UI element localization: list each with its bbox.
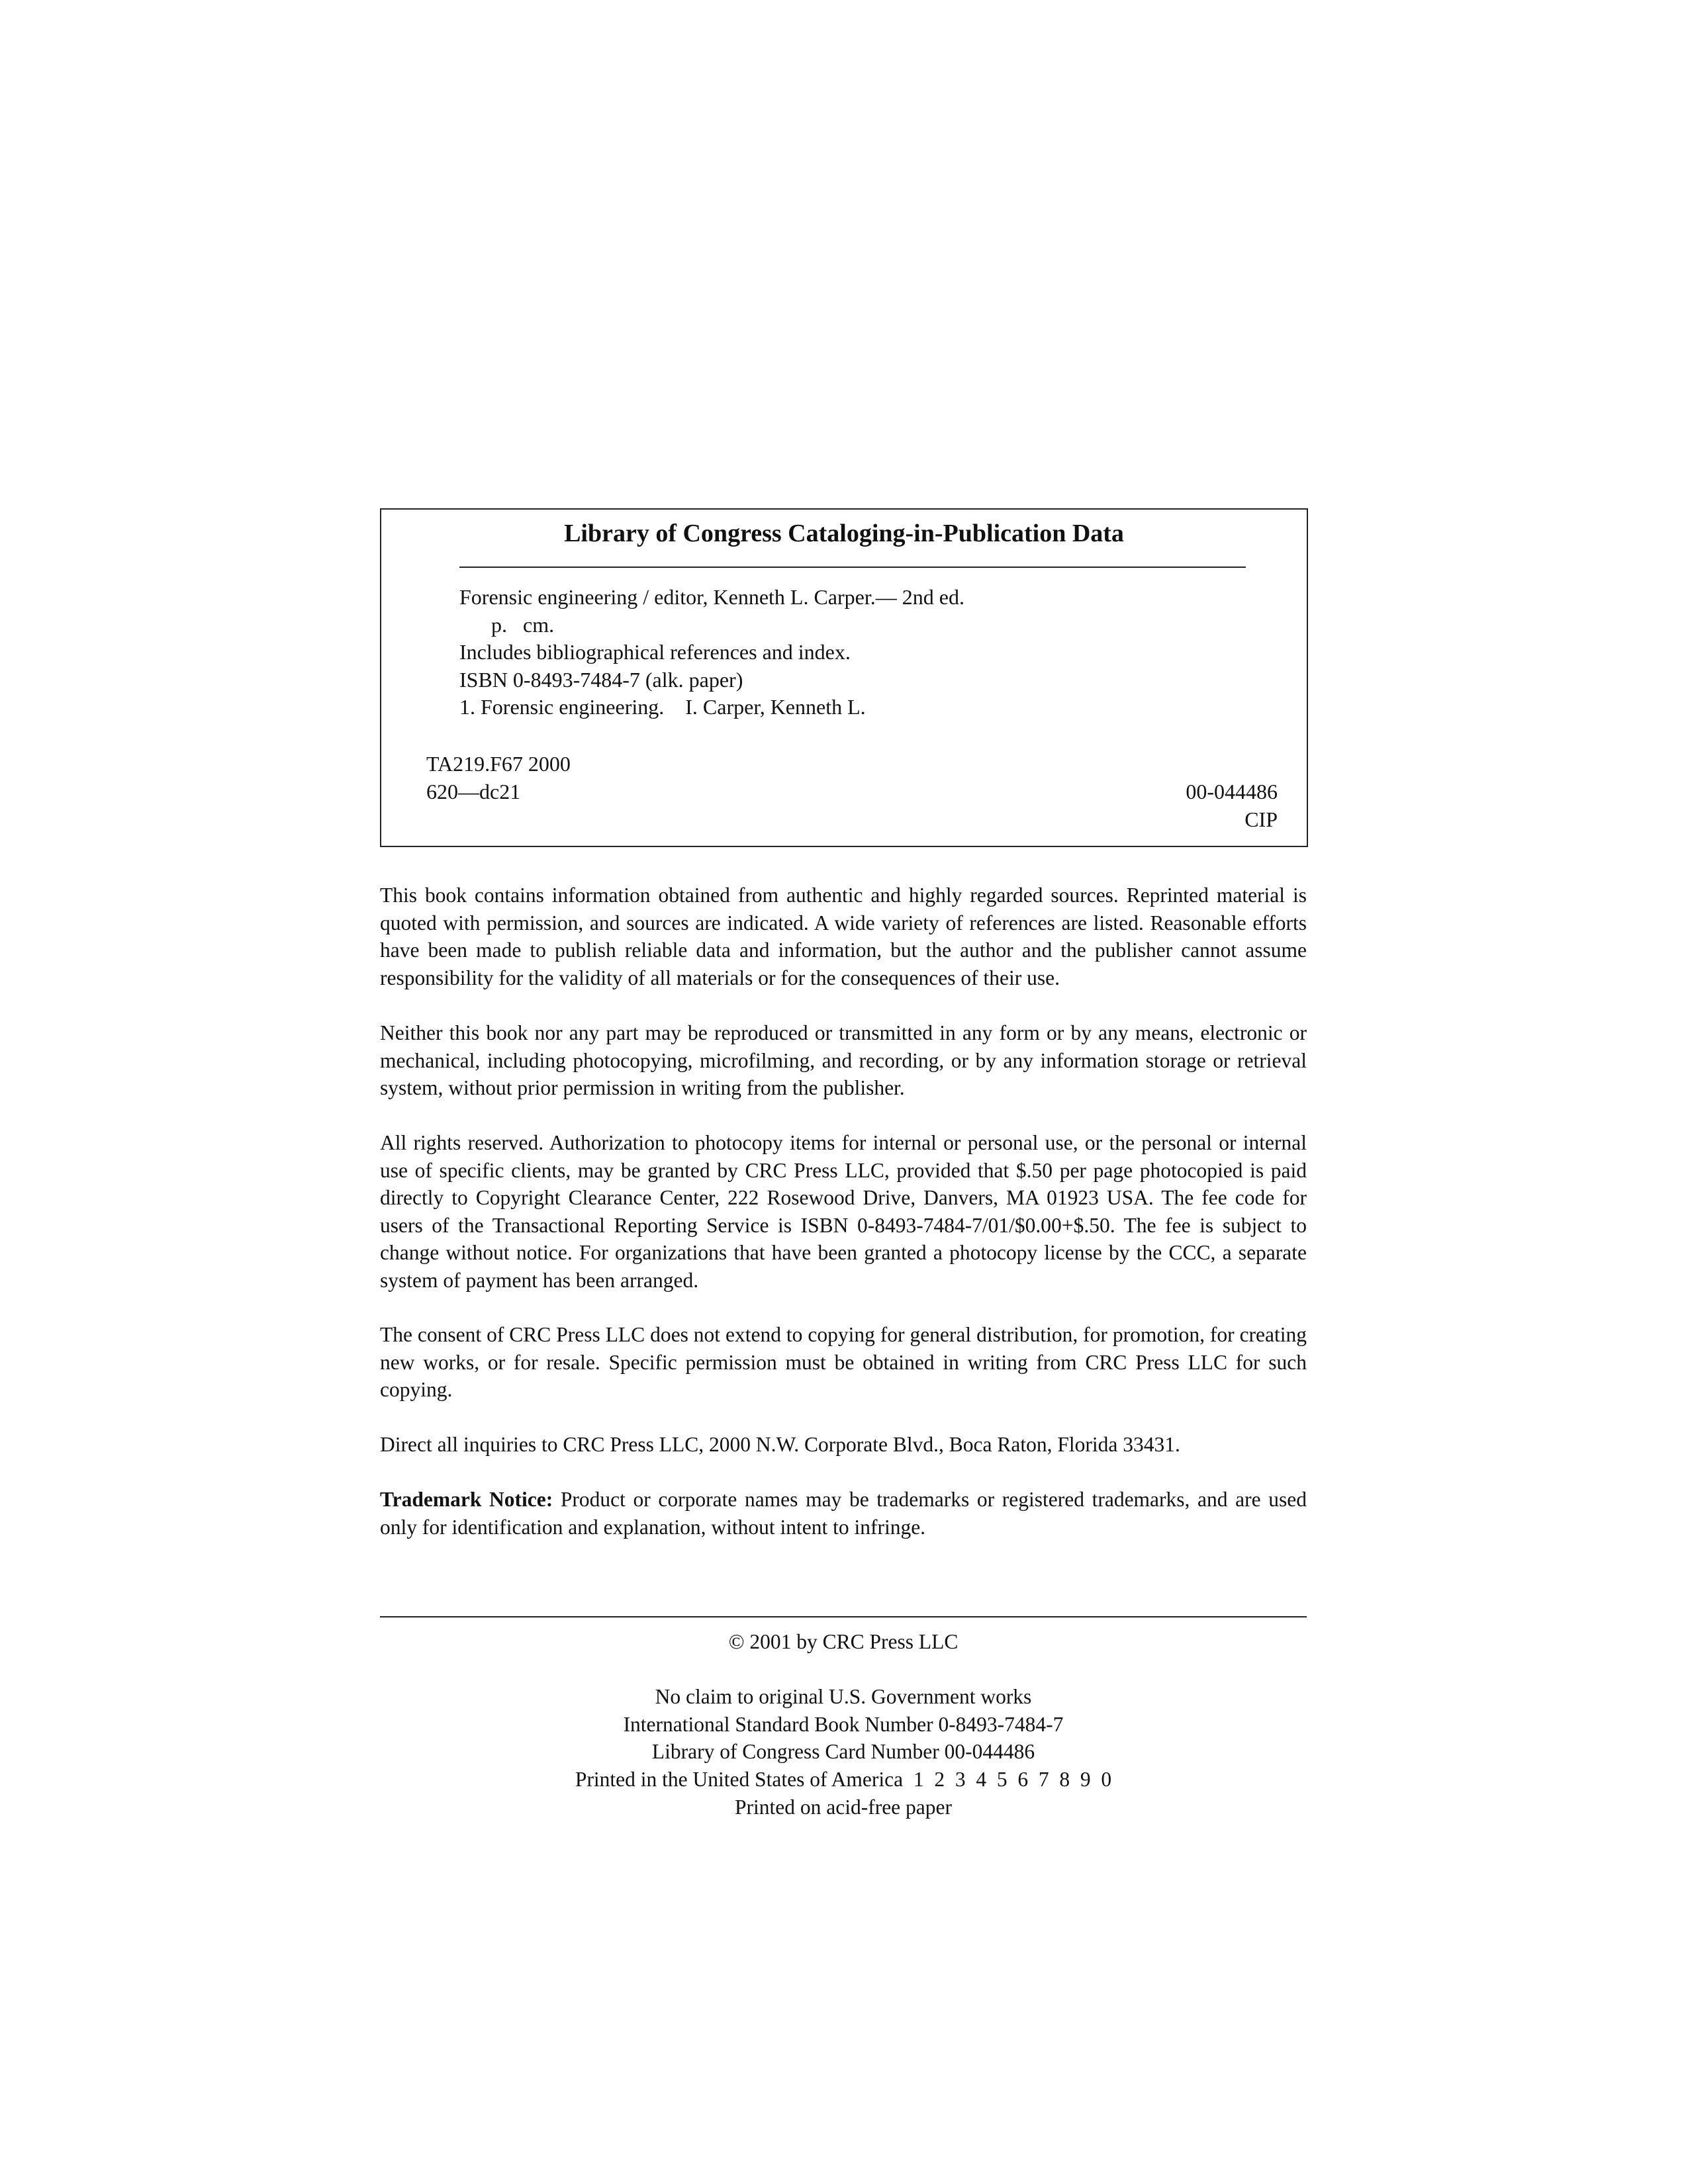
call-number: TA219.F67 2000 <box>426 752 571 776</box>
isbn-line: International Standard Book Number 0-8493-7484-7 <box>623 1712 1064 1736</box>
colophon-line: No claim to original U.S. Government works <box>655 1685 1032 1709</box>
cip-entry-line: ISBN 0-8493-7484-7 (alk. paper) <box>459 667 743 692</box>
photocopy-authorization-paragraph: All rights reserved. Authorization to photocopy items for internal or personal use, or the personal or internal use of specific clients, may be granted by CRC Press LLC, provided that $.50 per page photocopied is paid directly to Copyright Clearance Center, 222 Rosewood Drive, Danvers, MA 01923 USA. The fee code for users of the Transactional Reporting Service is ISBN 0-8493-7484-7/01/$0.00+$.50. The fee is subject to change without notice. For organizations that have been granted a photocopy license by the CCC, a separate system of payment has been arranged. <box>380 1131 1307 1292</box>
cip-entry-line: Forensic engineering / editor, Kenneth L. Carper.— 2nd ed. <box>459 585 964 609</box>
lccn: 00-044486 <box>1186 780 1278 803</box>
printing-line: Printed in the United States of America 1 2 3 4 5 6 7 8 9 0 <box>575 1767 1112 1791</box>
colophon <box>380 1628 1307 1821</box>
sources-disclaimer-paragraph: This book contains information obtained from authentic and highly regarded sources. Reprinted material is quoted with permission, and sources are indicated. A wide variety of references are listed. Reasonable efforts have been made to publish reliable data and information, but the author and the publisher cannot assume responsibility for the validity of all materials or for the consequences of their use. <box>380 884 1307 989</box>
paper-line: Printed on acid-free paper <box>735 1795 952 1819</box>
cip-data-box <box>380 508 1308 847</box>
cip-entry <box>459 584 964 721</box>
cip-title: Library of Congress Cataloging-in-Publication Data <box>564 520 1124 547</box>
cip-entry-line: p. cm. <box>491 612 555 637</box>
cip-classification <box>426 751 571 805</box>
trademark-notice-label: Trademark Notice: <box>380 1488 553 1511</box>
cip-mark: CIP <box>1244 807 1278 831</box>
lccn-line: Library of Congress Card Number 00-044486 <box>651 1740 1035 1764</box>
cip-entry-line: 1. Forensic engineering. I. Carper, Kenneth L. <box>459 695 866 719</box>
cip-title-divider <box>459 567 1246 568</box>
cip-control-numbers <box>1186 778 1278 833</box>
consent-paragraph: The consent of CRC Press LLC does not extend to copying for general distribution, for promotion, for creating new works, or for resale. Specific permission must be obtained in writing from CRC Press LLC for such copying. <box>380 1323 1307 1402</box>
dewey-number: 620—dc21 <box>426 779 521 803</box>
trademark-notice-paragraph <box>380 1486 1307 1541</box>
colophon-spacer <box>380 1656 1307 1684</box>
copyright-line: © 2001 by CRC Press LLC <box>728 1630 959 1653</box>
trademark-notice-text: Product or corporate names may be trademarks or registered trademarks, and are used only for identification and explanation, without intent to infringe. <box>380 1488 1307 1539</box>
cip-entry-line: Includes bibliographical references and index. <box>459 640 851 664</box>
inquiries-paragraph: Direct all inquiries to CRC Press LLC, 2000 N.W. Corporate Blvd., Boca Raton, Florida 33431. <box>380 1433 1180 1456</box>
colophon-divider <box>380 1616 1307 1617</box>
reproduction-notice-paragraph: Neither this book nor any part may be reproduced or transmitted in any form or by any means, electronic or mechanical, including photocopying, microfilming, and recording, or by any information storage or retrieval system, without prior permission in writing from the publisher. <box>380 1021 1307 1100</box>
